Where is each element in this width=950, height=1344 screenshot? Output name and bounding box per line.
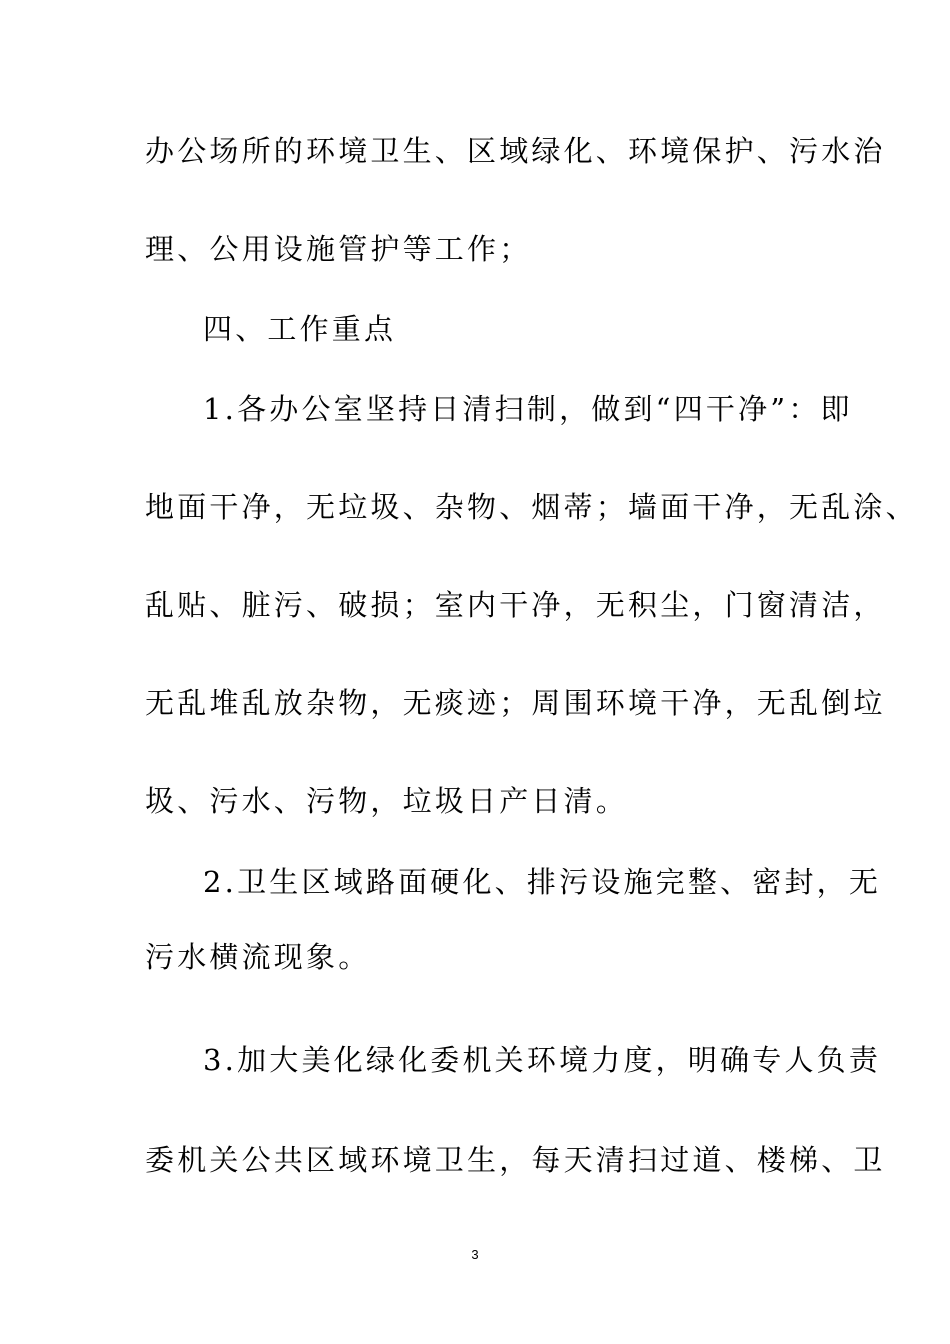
body-text-line: 1.各办公室坚持日清扫制，做到“四干净”：即	[203, 392, 853, 426]
body-text-line: 委机关公共区域环境卫生，每天清扫过道、楼梯、卫	[145, 1143, 886, 1177]
page-number: 3	[471, 1247, 479, 1262]
body-text-line: 办公场所的环境卫生、区域绿化、环境保护、污水治	[145, 134, 886, 168]
body-text-line: 2.卫生区域路面硬化、排污设施完整、密封，无	[203, 865, 882, 899]
body-text-line: 污水横流现象。	[145, 940, 371, 974]
section-heading: 四、工作重点	[203, 312, 397, 346]
body-text-line: 无乱堆乱放杂物，无痰迹；周围环境干净，无乱倒垃	[145, 686, 886, 720]
body-text-line: 理、公用设施管护等工作；	[145, 232, 532, 266]
body-text-line: 圾、污水、污物，垃圾日产日清。	[145, 784, 629, 818]
body-text-line: 地面干净，无垃圾、杂物、烟蒂；墙面干净，无乱涂、	[145, 490, 918, 524]
body-text-line: 3.加大美化绿化委机关环境力度，明确专人负责	[203, 1043, 882, 1077]
body-text-line: 乱贴、脏污、破损；室内干净，无积尘，门窗清洁，	[145, 588, 886, 622]
